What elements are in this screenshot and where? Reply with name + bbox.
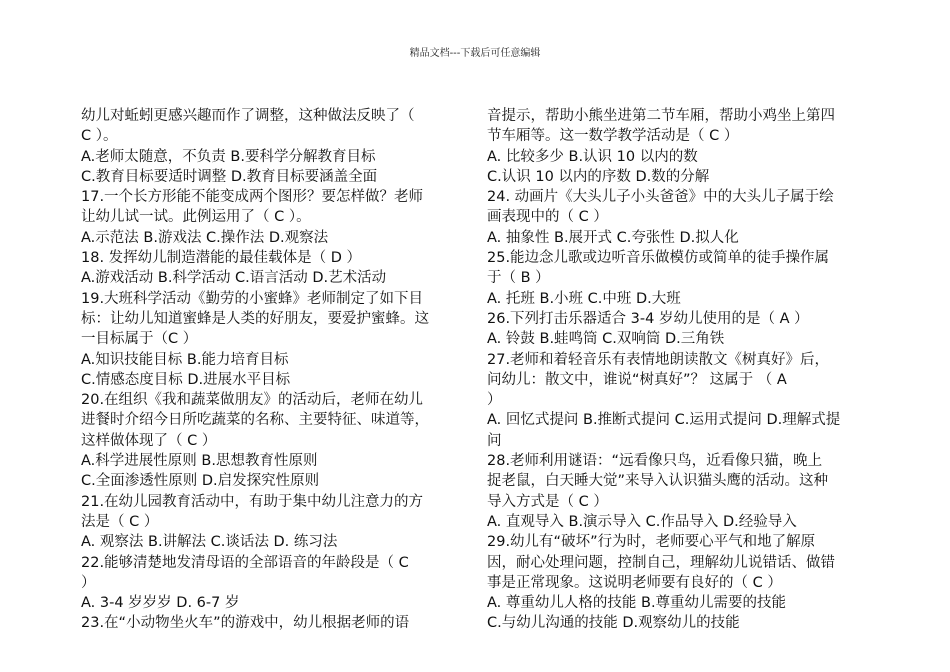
text-line: A.科学进展性原则 B.思想教育性原则: [81, 453, 318, 470]
text-line: 捉老鼠，白天睡大觉”来导入认识猫头鹰的活动。这种: [487, 473, 829, 490]
text-line: A.示范法 B.游戏法 C.操作法 D.观察法: [81, 229, 329, 246]
text-line: 28.老师利用谜语：“远看像只鸟，近看像只猫，晚上: [487, 453, 823, 470]
text-line: C.全面渗透性原则 D.启发探究性原则: [81, 473, 320, 490]
text-line: A. 尊重幼儿人格的技能 B.尊重幼儿需要的技能: [487, 595, 787, 612]
text-line: C.教育目标要适时调整 D.教育目标要涵盖全面: [81, 168, 378, 185]
text-line: 22.能够清楚地发清母语的全部语音的年龄段是（ C: [81, 554, 409, 571]
text-line: C.认识 10 以内的序数 D.数的分解: [487, 168, 710, 185]
text-line: C ）。: [81, 128, 118, 145]
text-line: 20.在组织《我和蔬菜做朋友》的活动后，老师在幼儿: [81, 392, 424, 409]
text-line: 进餐时介绍今日所吃蔬菜的名称、主要特征、味道等，: [81, 412, 429, 429]
text-line: 26.下列打击乐器适合 3-4 岁幼儿使用的是（ A ）: [487, 310, 809, 327]
text-line: 25.能边念儿歌或边听音乐做模仿或简单的徒手操作属: [487, 250, 830, 267]
text-line: A. 3-4 岁岁岁 D. 6-7 岁: [81, 595, 240, 612]
text-line: 19.大班科学活动《勤劳的小蜜蜂》老师制定了如下目: [81, 290, 424, 307]
text-line: A.知识技能目标 B.能力培育目标: [81, 351, 289, 368]
text-line: 幼儿对蚯蚓更感兴趣而作了调整，这种做法反映了（: [81, 108, 415, 124]
page-header: 精品文档---下载后可任意编辑: [409, 48, 541, 59]
text-line: 导入方式是（ C ）: [487, 493, 608, 510]
text-line: A.老师太随意，不负责 B.要科学分解教育目标: [81, 148, 376, 165]
text-line: 节车厢等。这一数学教学活动是（ C ）: [487, 128, 739, 145]
text-line: 因，耐心处理问题，控制自己，理解幼儿说错话、做错: [487, 554, 835, 571]
text-line: A. 托班 B.小班 C.中班 D.大班: [487, 290, 681, 307]
text-line: 法是（ C ）: [81, 513, 159, 530]
text-line: 事是正常现象。这说明老师要有良好的（ C ）: [487, 574, 782, 591]
text-line: A. 回忆式提问 B.推断式提问 C.运用式提问 D.理解式提: [487, 412, 841, 429]
text-line: A. 抽象性 B.展开式 C.夸张性 D.拟人化: [487, 229, 739, 246]
text-line: 23.在“小动物坐火车”的游戏中，幼儿根据老师的语: [81, 615, 410, 632]
text-line: 17.一个长方形能不能变成两个图形？要怎样做？老师: [81, 189, 424, 206]
text-line: A. 比较多少 B.认识 10 以内的数: [487, 148, 698, 165]
text-line: 问幼儿：散文中，谁说“树真好”？ 这属于 （ A: [487, 371, 787, 388]
text-line: 18. 发挥幼儿制造潜能的最佳载体是（ D ）: [81, 250, 362, 267]
text-line: 这样做体现了（ C ）: [81, 432, 217, 449]
text-line: C.与幼儿沟通的技能 D.观察幼儿的技能: [487, 615, 740, 632]
text-line: 于（ B ）: [487, 270, 550, 287]
text-line: C.情感态度目标 D.进展水平目标: [81, 371, 291, 388]
text-line: 音提示，帮助小熊坐进第二节车厢，帮助小鸡坐上第四: [487, 108, 835, 124]
text-line: 27.老师和着轻音乐有表情地朗读散文《树真好》后，: [487, 351, 830, 368]
text-line: 画表现中的（ C ）: [487, 209, 608, 226]
text-line: 24. 动画片《大头儿子小头爸爸》中的大头儿子属于绘: [487, 189, 834, 206]
text-line: 一目标属于（C ）: [81, 331, 198, 348]
text-line: 21.在幼儿园教育活动中，有助于集中幼儿注意力的方: [81, 493, 424, 510]
text-line: 29.幼儿有“破坏”行为时，老师要心平气和地了解原: [487, 534, 816, 551]
text-line: A. 铃鼓 B.蛙鸣筒 C.双响筒 D.三角铁: [487, 331, 725, 348]
text-line: ）: [487, 392, 502, 409]
text-line: ）: [81, 574, 96, 591]
text-line: 标：让幼儿知道蜜蜂是人类的好朋友，要爱护蜜蜂。这: [81, 310, 429, 327]
text-line: A.游戏活动 B.科学活动 C.语言活动 D.艺术活动: [81, 270, 387, 287]
text-line: A. 直观导入 B.演示导入 C.作品导入 D.经验导入: [487, 513, 797, 530]
text-line: 让幼儿试一试。此例运用了（ C ）。: [81, 209, 311, 226]
right-column: [487, 106, 879, 634]
text-line: A. 观察法 B.讲解法 C.谈话法 D. 练习法: [81, 534, 338, 551]
left-column: [81, 106, 473, 634]
text-line: 问: [487, 432, 502, 449]
